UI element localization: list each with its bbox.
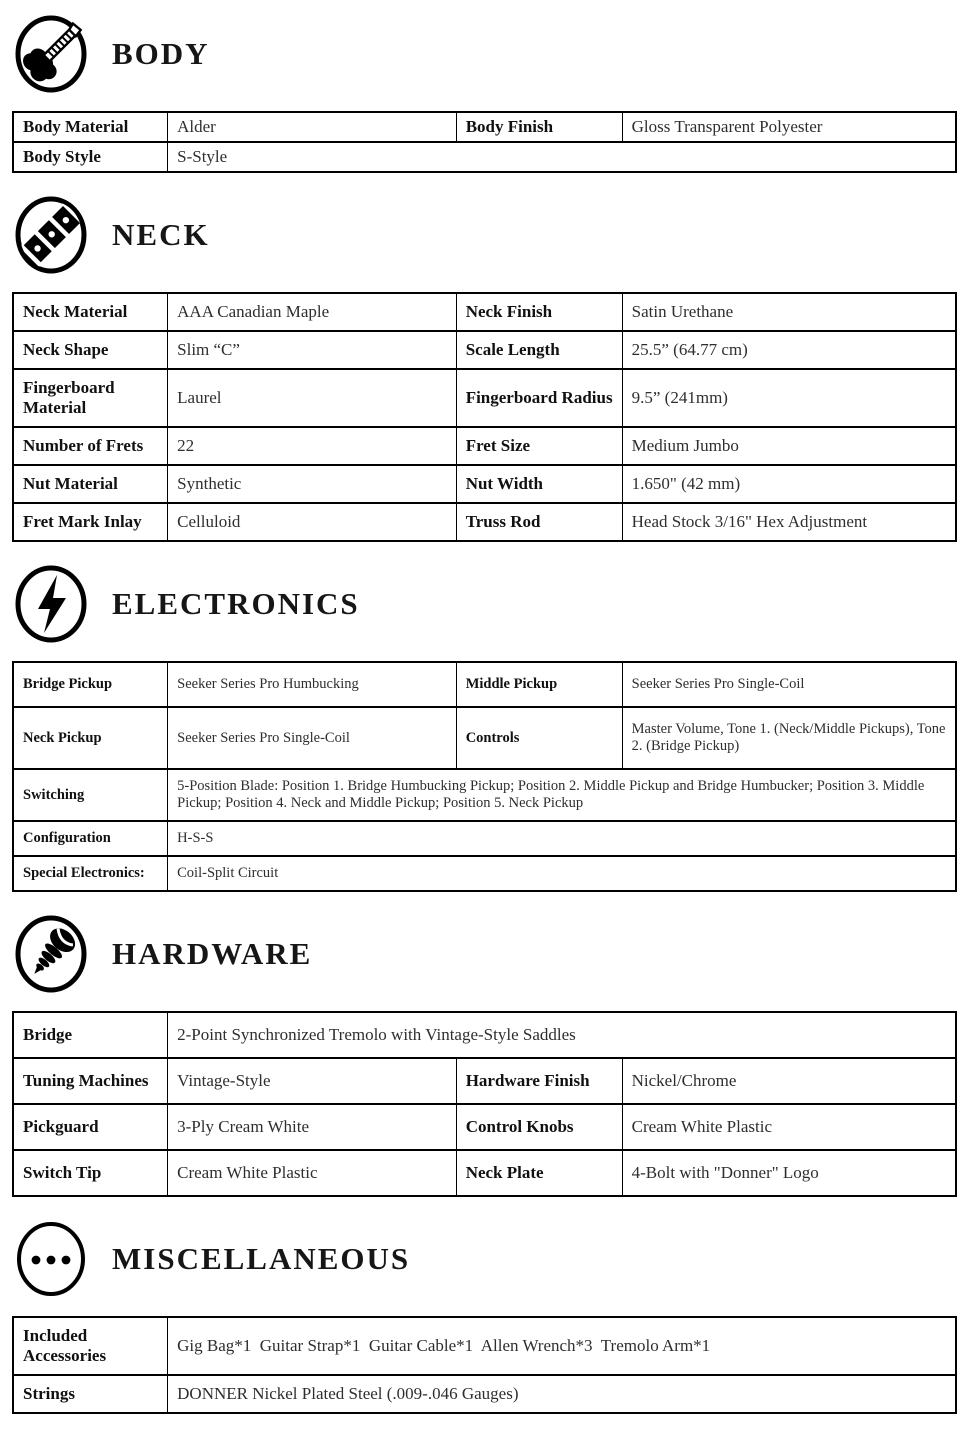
spec-row bbox=[13, 331, 956, 369]
spec-value-cell: Laurel bbox=[168, 369, 457, 427]
spec-label-cell: Nut Width bbox=[456, 465, 622, 503]
spec-row bbox=[13, 503, 956, 541]
spec-row bbox=[13, 142, 956, 172]
spec-row bbox=[13, 465, 956, 503]
spec-value-cell: 9.5” (241mm) bbox=[622, 369, 956, 427]
spec-label-cell: Bridge Pickup bbox=[13, 662, 168, 707]
spec-value-cell: Gloss Transparent Polyester bbox=[622, 112, 956, 142]
miscellaneous-spec-table bbox=[12, 1316, 957, 1414]
spec-value-cell: Master Volume, Tone 1. (Neck/Middle Pickups), Tone 2. (Bridge Pickup) bbox=[622, 707, 956, 769]
spec-label-cell: Special Electronics: bbox=[13, 856, 168, 891]
spec-label-cell: Scale Length bbox=[456, 331, 622, 369]
spec-value-cell: Alder bbox=[168, 112, 457, 142]
spec-label-cell: Number of Frets bbox=[13, 427, 168, 465]
spec-value-cell: Seeker Series Pro Single-Coil bbox=[168, 707, 457, 769]
spec-value-cell: 22 bbox=[168, 427, 457, 465]
spec-label-cell: Neck Pickup bbox=[13, 707, 168, 769]
spec-row bbox=[13, 427, 956, 465]
spec-label-cell: Neck Plate bbox=[456, 1150, 622, 1196]
spec-value-cell: 1.650" (42 mm) bbox=[622, 465, 956, 503]
spec-row bbox=[13, 1317, 956, 1375]
neck-spec-table bbox=[12, 292, 957, 542]
spec-row bbox=[13, 369, 956, 427]
section-neck bbox=[12, 195, 957, 542]
spec-value-cell: 5-Position Blade: Position 1. Bridge Humbucking Pickup; Position 2. Middle Pickup and Bridge Humbucker; Position 3. Middle Pickup; Position 4. Neck and Middle Pickup; Position 5. Neck Pickup bbox=[168, 769, 956, 821]
spec-label-cell: Fret Mark Inlay bbox=[13, 503, 168, 541]
lightning-bolt-icon bbox=[12, 564, 90, 644]
spec-sheet bbox=[12, 0, 957, 1444]
spec-label-cell: Neck Shape bbox=[13, 331, 168, 369]
spec-row bbox=[13, 707, 956, 769]
spec-row bbox=[13, 662, 956, 707]
spec-row bbox=[13, 1104, 956, 1150]
hardware-spec-table bbox=[12, 1011, 957, 1197]
spec-label-cell: Fingerboard Radius bbox=[456, 369, 622, 427]
spec-value-cell: Vintage-Style bbox=[168, 1058, 457, 1104]
body-spec-table bbox=[12, 111, 957, 173]
spec-label-cell: Pickguard bbox=[13, 1104, 168, 1150]
spec-row bbox=[13, 1150, 956, 1196]
spec-label-cell: Included Accessories bbox=[13, 1317, 168, 1375]
spec-label-cell: Body Style bbox=[13, 142, 168, 172]
section-electronics bbox=[12, 564, 957, 892]
spec-value-cell: Slim “C” bbox=[168, 331, 457, 369]
spec-value-cell: H-S-S bbox=[168, 821, 956, 856]
section-body bbox=[12, 14, 957, 173]
spec-label-cell: Hardware Finish bbox=[456, 1058, 622, 1104]
ellipsis-icon bbox=[12, 1219, 90, 1299]
spec-label-cell: Configuration bbox=[13, 821, 168, 856]
section-miscellaneous bbox=[12, 1219, 957, 1414]
section-header bbox=[12, 14, 957, 94]
spec-label-cell: Neck Material bbox=[13, 293, 168, 331]
spec-value-cell: Coil-Split Circuit bbox=[168, 856, 956, 891]
spec-row bbox=[13, 1375, 956, 1413]
spec-label-cell: Bridge bbox=[13, 1012, 168, 1058]
section-title: NECK bbox=[112, 217, 210, 252]
section-hardware bbox=[12, 914, 957, 1197]
spec-label-cell: Body Finish bbox=[456, 112, 622, 142]
spec-label-cell: Fingerboard Material bbox=[13, 369, 168, 427]
spec-label-cell: Fret Size bbox=[456, 427, 622, 465]
section-title: BODY bbox=[112, 36, 210, 71]
section-header bbox=[12, 564, 957, 644]
spec-row bbox=[13, 769, 956, 821]
spec-value-cell: Celluloid bbox=[168, 503, 457, 541]
spec-row bbox=[13, 1012, 956, 1058]
spec-label-cell: Body Material bbox=[13, 112, 168, 142]
spec-value-cell: S-Style bbox=[168, 142, 956, 172]
section-title: HARDWARE bbox=[112, 936, 313, 971]
spec-row bbox=[13, 856, 956, 891]
spec-value-cell: Seeker Series Pro Humbucking bbox=[168, 662, 457, 707]
spec-label-cell: Tuning Machines bbox=[13, 1058, 168, 1104]
spec-value-cell: Cream White Plastic bbox=[622, 1104, 956, 1150]
spec-label-cell: Neck Finish bbox=[456, 293, 622, 331]
screw-icon bbox=[12, 914, 90, 994]
spec-value-cell: 2-Point Synchronized Tremolo with Vintage-Style Saddles bbox=[168, 1012, 956, 1058]
spec-value-cell: Gig Bag*1 Guitar Strap*1 Guitar Cable*1 Allen Wrench*3 Tremolo Arm*1 bbox=[168, 1317, 956, 1375]
spec-label-cell: Switching bbox=[13, 769, 168, 821]
spec-label-cell: Controls bbox=[456, 707, 622, 769]
spec-row bbox=[13, 821, 956, 856]
spec-label-cell: Truss Rod bbox=[456, 503, 622, 541]
fretboard-icon bbox=[12, 195, 90, 275]
section-title: MISCELLANEOUS bbox=[112, 1241, 411, 1276]
spec-label-cell: Middle Pickup bbox=[456, 662, 622, 707]
spec-row bbox=[13, 293, 956, 331]
spec-value-cell: Medium Jumbo bbox=[622, 427, 956, 465]
spec-value-cell: 25.5” (64.77 cm) bbox=[622, 331, 956, 369]
spec-value-cell: Nickel/Chrome bbox=[622, 1058, 956, 1104]
spec-value-cell: 3-Ply Cream White bbox=[168, 1104, 457, 1150]
spec-row bbox=[13, 112, 956, 142]
section-header bbox=[12, 1219, 957, 1299]
spec-value-cell: AAA Canadian Maple bbox=[168, 293, 457, 331]
guitar-body-icon bbox=[12, 14, 90, 94]
spec-row bbox=[13, 1058, 956, 1104]
section-header bbox=[12, 914, 957, 994]
spec-value-cell: DONNER Nickel Plated Steel (.009-.046 Gauges) bbox=[168, 1375, 956, 1413]
spec-value-cell: Satin Urethane bbox=[622, 293, 956, 331]
spec-value-cell: Synthetic bbox=[168, 465, 457, 503]
section-title: ELECTRONICS bbox=[112, 586, 360, 621]
electronics-spec-table bbox=[12, 661, 957, 892]
spec-label-cell: Strings bbox=[13, 1375, 168, 1413]
spec-value-cell: 4-Bolt with "Donner" Logo bbox=[622, 1150, 956, 1196]
spec-label-cell: Nut Material bbox=[13, 465, 168, 503]
spec-label-cell: Control Knobs bbox=[456, 1104, 622, 1150]
section-header bbox=[12, 195, 957, 275]
spec-value-cell: Cream White Plastic bbox=[168, 1150, 457, 1196]
spec-value-cell: Seeker Series Pro Single-Coil bbox=[622, 662, 956, 707]
spec-value-cell: Head Stock 3/16" Hex Adjustment bbox=[622, 503, 956, 541]
spec-label-cell: Switch Tip bbox=[13, 1150, 168, 1196]
